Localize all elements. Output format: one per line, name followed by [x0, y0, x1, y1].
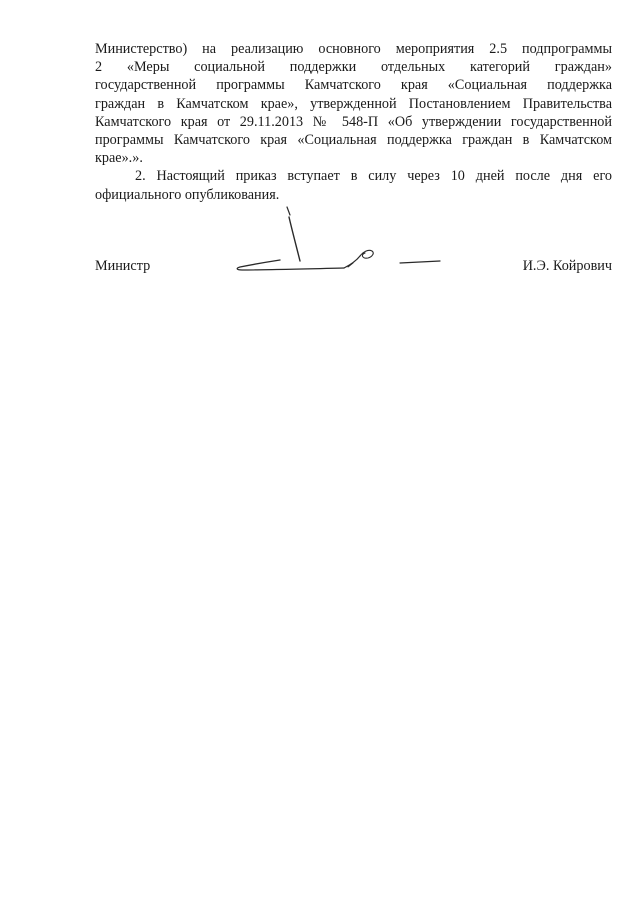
- body-line: официального опубликования.: [95, 186, 280, 203]
- signatory-name: И.Э. Койрович: [522, 258, 612, 274]
- signature-block: [95, 255, 612, 275]
- body-line: 2. Настоящий приказ вступает в силу через 10 дней после дня его: [135, 168, 612, 185]
- body-line: государственной программы Камчатского края «Социальная поддержка: [95, 77, 612, 94]
- body-line: программы Камчатского края «Социальная поддержка граждан в Камчатском: [95, 131, 612, 148]
- document-body: [95, 40, 612, 204]
- body-line: Министерство) на реализацию основного мероприятия 2.5 подпрограммы: [95, 41, 612, 57]
- signatory-position: Министр: [95, 258, 151, 274]
- body-line: граждан в Камчатском крае», утвержденной Постановлением Правительства: [95, 95, 612, 112]
- body-line: крае».».: [95, 150, 143, 167]
- body-line: 2 «Меры социальной поддержки отдельных категорий граждан»: [95, 59, 612, 76]
- body-line: Камчатского края от 29.11.2013 № 548-П «Об утверждении государственной: [95, 113, 612, 130]
